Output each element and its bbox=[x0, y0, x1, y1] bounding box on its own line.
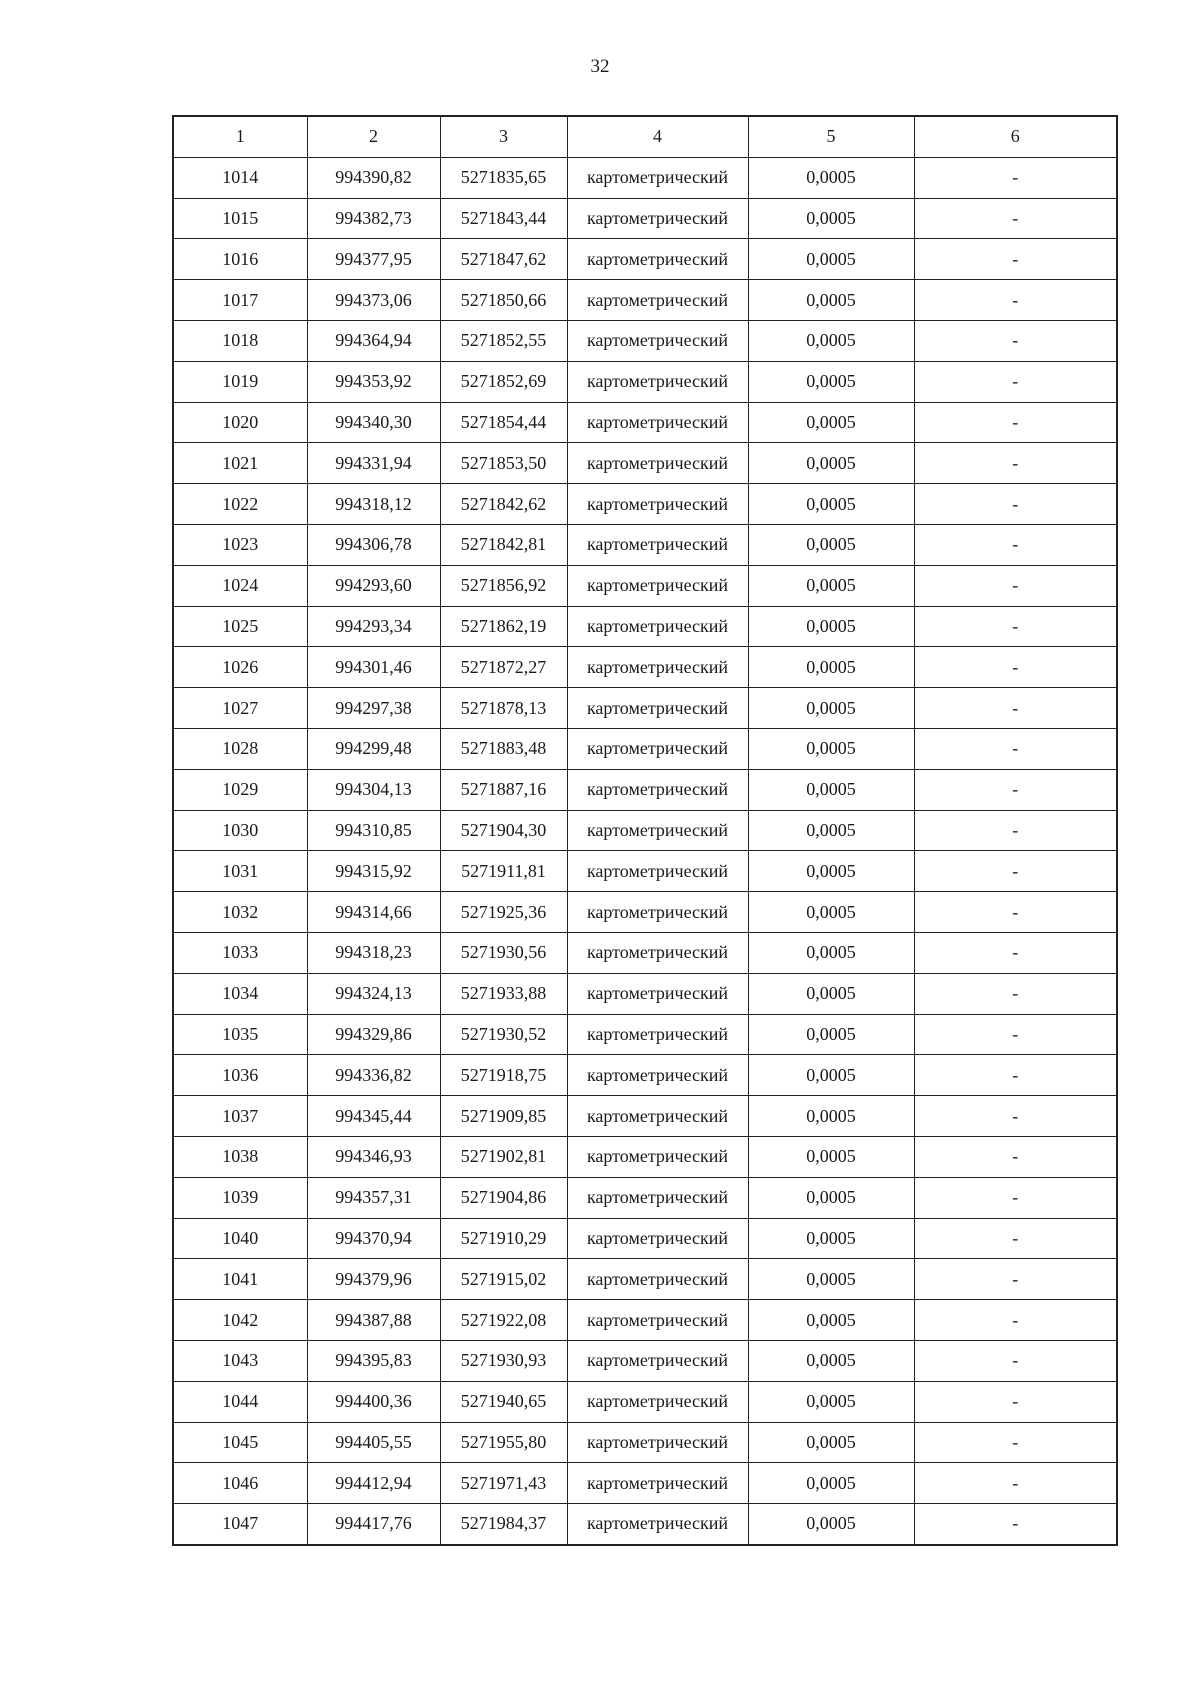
cell-accuracy: 0,0005 bbox=[748, 565, 914, 606]
cell-coordinate-x: 994353,92 bbox=[307, 361, 440, 402]
cell-accuracy: 0,0005 bbox=[748, 1136, 914, 1177]
cell-coordinate-x: 994324,13 bbox=[307, 973, 440, 1014]
cell-coordinate-y: 5271872,27 bbox=[440, 647, 567, 688]
cell-coordinate-x: 994364,94 bbox=[307, 320, 440, 361]
cell-note: - bbox=[914, 1136, 1117, 1177]
cell-coordinate-y: 5271862,19 bbox=[440, 606, 567, 647]
cell-coordinate-y: 5271850,66 bbox=[440, 280, 567, 321]
cell-method: картометрический bbox=[567, 1381, 748, 1422]
table-row bbox=[173, 1463, 1117, 1504]
table-row bbox=[173, 1422, 1117, 1463]
cell-point-number: 1039 bbox=[173, 1177, 307, 1218]
header-cell-4: 4 bbox=[567, 116, 748, 157]
cell-coordinate-x: 994329,86 bbox=[307, 1014, 440, 1055]
cell-note: - bbox=[914, 280, 1117, 321]
cell-accuracy: 0,0005 bbox=[748, 1340, 914, 1381]
cell-note: - bbox=[914, 1014, 1117, 1055]
cell-accuracy: 0,0005 bbox=[748, 524, 914, 565]
cell-note: - bbox=[914, 1504, 1117, 1545]
cell-point-number: 1023 bbox=[173, 524, 307, 565]
table-row bbox=[173, 402, 1117, 443]
cell-method: картометрический bbox=[567, 361, 748, 402]
cell-coordinate-y: 5271918,75 bbox=[440, 1055, 567, 1096]
cell-accuracy: 0,0005 bbox=[748, 932, 914, 973]
table-row bbox=[173, 932, 1117, 973]
cell-coordinate-y: 5271878,13 bbox=[440, 688, 567, 729]
cell-note: - bbox=[914, 647, 1117, 688]
cell-note: - bbox=[914, 851, 1117, 892]
cell-point-number: 1032 bbox=[173, 892, 307, 933]
cell-accuracy: 0,0005 bbox=[748, 647, 914, 688]
cell-coordinate-x: 994315,92 bbox=[307, 851, 440, 892]
table-row bbox=[173, 280, 1117, 321]
cell-method: картометрический bbox=[567, 810, 748, 851]
cell-point-number: 1047 bbox=[173, 1504, 307, 1545]
cell-method: картометрический bbox=[567, 443, 748, 484]
cell-coordinate-x: 994331,94 bbox=[307, 443, 440, 484]
cell-method: картометрический bbox=[567, 280, 748, 321]
cell-note: - bbox=[914, 892, 1117, 933]
cell-accuracy: 0,0005 bbox=[748, 1055, 914, 1096]
table-row bbox=[173, 1340, 1117, 1381]
cell-note: - bbox=[914, 320, 1117, 361]
cell-coordinate-y: 5271922,08 bbox=[440, 1300, 567, 1341]
table-row bbox=[173, 1014, 1117, 1055]
header-cell-1: 1 bbox=[173, 116, 307, 157]
cell-accuracy: 0,0005 bbox=[748, 1300, 914, 1341]
cell-method: картометрический bbox=[567, 565, 748, 606]
cell-method: картометрический bbox=[567, 484, 748, 525]
cell-point-number: 1017 bbox=[173, 280, 307, 321]
cell-coordinate-x: 994417,76 bbox=[307, 1504, 440, 1545]
cell-method: картометрический bbox=[567, 1177, 748, 1218]
table-row bbox=[173, 1259, 1117, 1300]
cell-coordinate-x: 994390,82 bbox=[307, 157, 440, 198]
header-cell-5: 5 bbox=[748, 116, 914, 157]
cell-note: - bbox=[914, 524, 1117, 565]
cell-point-number: 1045 bbox=[173, 1422, 307, 1463]
cell-coordinate-x: 994340,30 bbox=[307, 402, 440, 443]
cell-coordinate-x: 994318,23 bbox=[307, 932, 440, 973]
table-row bbox=[173, 239, 1117, 280]
cell-coordinate-x: 994304,13 bbox=[307, 769, 440, 810]
cell-coordinate-y: 5271883,48 bbox=[440, 728, 567, 769]
cell-point-number: 1030 bbox=[173, 810, 307, 851]
cell-point-number: 1042 bbox=[173, 1300, 307, 1341]
table-row bbox=[173, 769, 1117, 810]
cell-coordinate-y: 5271852,69 bbox=[440, 361, 567, 402]
table-row bbox=[173, 198, 1117, 239]
cell-accuracy: 0,0005 bbox=[748, 606, 914, 647]
cell-coordinate-y: 5271847,62 bbox=[440, 239, 567, 280]
cell-note: - bbox=[914, 402, 1117, 443]
cell-method: картометрический bbox=[567, 157, 748, 198]
cell-accuracy: 0,0005 bbox=[748, 1259, 914, 1300]
table-row bbox=[173, 361, 1117, 402]
cell-coordinate-x: 994379,96 bbox=[307, 1259, 440, 1300]
cell-note: - bbox=[914, 769, 1117, 810]
table-row bbox=[173, 851, 1117, 892]
table-row bbox=[173, 728, 1117, 769]
cell-point-number: 1036 bbox=[173, 1055, 307, 1096]
cell-coordinate-y: 5271843,44 bbox=[440, 198, 567, 239]
cell-point-number: 1040 bbox=[173, 1218, 307, 1259]
cell-accuracy: 0,0005 bbox=[748, 361, 914, 402]
cell-point-number: 1021 bbox=[173, 443, 307, 484]
cell-point-number: 1027 bbox=[173, 688, 307, 729]
table-row bbox=[173, 1096, 1117, 1137]
cell-method: картометрический bbox=[567, 402, 748, 443]
cell-coordinate-x: 994357,31 bbox=[307, 1177, 440, 1218]
cell-coordinate-y: 5271930,56 bbox=[440, 932, 567, 973]
cell-method: картометрический bbox=[567, 1300, 748, 1341]
cell-coordinate-y: 5271887,16 bbox=[440, 769, 567, 810]
cell-method: картометрический bbox=[567, 606, 748, 647]
table-row bbox=[173, 1136, 1117, 1177]
cell-point-number: 1034 bbox=[173, 973, 307, 1014]
cell-method: картометрический bbox=[567, 524, 748, 565]
cell-point-number: 1038 bbox=[173, 1136, 307, 1177]
cell-coordinate-y: 5271853,50 bbox=[440, 443, 567, 484]
cell-coordinate-y: 5271930,93 bbox=[440, 1340, 567, 1381]
cell-point-number: 1035 bbox=[173, 1014, 307, 1055]
cell-accuracy: 0,0005 bbox=[748, 1381, 914, 1422]
cell-coordinate-y: 5271984,37 bbox=[440, 1504, 567, 1545]
cell-method: картометрический bbox=[567, 769, 748, 810]
cell-point-number: 1022 bbox=[173, 484, 307, 525]
cell-point-number: 1028 bbox=[173, 728, 307, 769]
cell-note: - bbox=[914, 973, 1117, 1014]
cell-point-number: 1025 bbox=[173, 606, 307, 647]
cell-coordinate-x: 994310,85 bbox=[307, 810, 440, 851]
cell-point-number: 1024 bbox=[173, 565, 307, 606]
cell-note: - bbox=[914, 361, 1117, 402]
cell-coordinate-x: 994301,46 bbox=[307, 647, 440, 688]
cell-point-number: 1014 bbox=[173, 157, 307, 198]
cell-coordinate-x: 994387,88 bbox=[307, 1300, 440, 1341]
table-row bbox=[173, 524, 1117, 565]
cell-note: - bbox=[914, 1218, 1117, 1259]
cell-method: картометрический bbox=[567, 1340, 748, 1381]
cell-note: - bbox=[914, 1340, 1117, 1381]
cell-accuracy: 0,0005 bbox=[748, 851, 914, 892]
cell-method: картометрический bbox=[567, 1136, 748, 1177]
cell-accuracy: 0,0005 bbox=[748, 769, 914, 810]
cell-method: картометрический bbox=[567, 1014, 748, 1055]
cell-note: - bbox=[914, 1177, 1117, 1218]
cell-coordinate-x: 994314,66 bbox=[307, 892, 440, 933]
cell-method: картометрический bbox=[567, 1463, 748, 1504]
cell-coordinate-y: 5271904,30 bbox=[440, 810, 567, 851]
table-row bbox=[173, 484, 1117, 525]
table-row bbox=[173, 688, 1117, 729]
cell-coordinate-y: 5271842,81 bbox=[440, 524, 567, 565]
header-cell-3: 3 bbox=[440, 116, 567, 157]
cell-accuracy: 0,0005 bbox=[748, 1096, 914, 1137]
cell-accuracy: 0,0005 bbox=[748, 892, 914, 933]
cell-accuracy: 0,0005 bbox=[748, 239, 914, 280]
cell-point-number: 1020 bbox=[173, 402, 307, 443]
cell-accuracy: 0,0005 bbox=[748, 320, 914, 361]
cell-accuracy: 0,0005 bbox=[748, 198, 914, 239]
cell-method: картометрический bbox=[567, 1504, 748, 1545]
table-header bbox=[173, 116, 1117, 157]
table-row bbox=[173, 647, 1117, 688]
cell-method: картометрический bbox=[567, 932, 748, 973]
table-row bbox=[173, 892, 1117, 933]
cell-method: картометрический bbox=[567, 1259, 748, 1300]
cell-note: - bbox=[914, 728, 1117, 769]
cell-accuracy: 0,0005 bbox=[748, 973, 914, 1014]
cell-point-number: 1026 bbox=[173, 647, 307, 688]
cell-coordinate-x: 994297,38 bbox=[307, 688, 440, 729]
cell-coordinate-x: 994293,34 bbox=[307, 606, 440, 647]
cell-note: - bbox=[914, 1300, 1117, 1341]
table-row bbox=[173, 443, 1117, 484]
cell-coordinate-y: 5271904,86 bbox=[440, 1177, 567, 1218]
cell-note: - bbox=[914, 198, 1117, 239]
table-body bbox=[173, 157, 1117, 1545]
cell-coordinate-x: 994370,94 bbox=[307, 1218, 440, 1259]
cell-accuracy: 0,0005 bbox=[748, 810, 914, 851]
cell-coordinate-x: 994400,36 bbox=[307, 1381, 440, 1422]
table-row bbox=[173, 606, 1117, 647]
cell-coordinate-x: 994395,83 bbox=[307, 1340, 440, 1381]
cell-note: - bbox=[914, 1422, 1117, 1463]
cell-point-number: 1031 bbox=[173, 851, 307, 892]
cell-note: - bbox=[914, 484, 1117, 525]
cell-note: - bbox=[914, 1259, 1117, 1300]
cell-point-number: 1016 bbox=[173, 239, 307, 280]
page-number: 32 bbox=[590, 56, 610, 77]
cell-coordinate-y: 5271910,29 bbox=[440, 1218, 567, 1259]
cell-coordinate-x: 994412,94 bbox=[307, 1463, 440, 1504]
cell-coordinate-x: 994346,93 bbox=[307, 1136, 440, 1177]
header-row bbox=[173, 116, 1117, 157]
cell-accuracy: 0,0005 bbox=[748, 484, 914, 525]
cell-method: картометрический bbox=[567, 320, 748, 361]
cell-coordinate-y: 5271842,62 bbox=[440, 484, 567, 525]
table-row bbox=[173, 1300, 1117, 1341]
cell-coordinate-y: 5271971,43 bbox=[440, 1463, 567, 1504]
table-row bbox=[173, 1218, 1117, 1259]
cell-coordinate-y: 5271902,81 bbox=[440, 1136, 567, 1177]
cell-method: картометрический bbox=[567, 688, 748, 729]
cell-note: - bbox=[914, 1055, 1117, 1096]
cell-note: - bbox=[914, 688, 1117, 729]
cell-note: - bbox=[914, 239, 1117, 280]
cell-coordinate-x: 994318,12 bbox=[307, 484, 440, 525]
cell-coordinate-x: 994377,95 bbox=[307, 239, 440, 280]
cell-accuracy: 0,0005 bbox=[748, 1422, 914, 1463]
cell-coordinate-x: 994306,78 bbox=[307, 524, 440, 565]
cell-coordinate-y: 5271856,92 bbox=[440, 565, 567, 606]
cell-coordinate-y: 5271925,36 bbox=[440, 892, 567, 933]
cell-point-number: 1029 bbox=[173, 769, 307, 810]
header-cell-6: 6 bbox=[914, 116, 1117, 157]
cell-point-number: 1018 bbox=[173, 320, 307, 361]
cell-accuracy: 0,0005 bbox=[748, 1014, 914, 1055]
cell-accuracy: 0,0005 bbox=[748, 280, 914, 321]
cell-coordinate-y: 5271930,52 bbox=[440, 1014, 567, 1055]
cell-note: - bbox=[914, 810, 1117, 851]
table-row bbox=[173, 810, 1117, 851]
cell-method: картометрический bbox=[567, 239, 748, 280]
cell-note: - bbox=[914, 565, 1117, 606]
cell-point-number: 1037 bbox=[173, 1096, 307, 1137]
cell-coordinate-x: 994382,73 bbox=[307, 198, 440, 239]
cell-coordinate-x: 994299,48 bbox=[307, 728, 440, 769]
cell-coordinate-x: 994405,55 bbox=[307, 1422, 440, 1463]
header-cell-2: 2 bbox=[307, 116, 440, 157]
cell-method: картометрический bbox=[567, 1218, 748, 1259]
cell-method: картометрический bbox=[567, 198, 748, 239]
cell-method: картометрический bbox=[567, 647, 748, 688]
cell-coordinate-y: 5271909,85 bbox=[440, 1096, 567, 1137]
table-row bbox=[173, 973, 1117, 1014]
cell-coordinate-x: 994336,82 bbox=[307, 1055, 440, 1096]
cell-point-number: 1019 bbox=[173, 361, 307, 402]
cell-coordinate-x: 994373,06 bbox=[307, 280, 440, 321]
cell-point-number: 1041 bbox=[173, 1259, 307, 1300]
cell-coordinate-y: 5271911,81 bbox=[440, 851, 567, 892]
cell-note: - bbox=[914, 443, 1117, 484]
cell-method: картометрический bbox=[567, 851, 748, 892]
cell-note: - bbox=[914, 1463, 1117, 1504]
table-row bbox=[173, 1504, 1117, 1545]
cell-coordinate-y: 5271940,65 bbox=[440, 1381, 567, 1422]
cell-accuracy: 0,0005 bbox=[748, 1218, 914, 1259]
cell-coordinate-y: 5271854,44 bbox=[440, 402, 567, 443]
cell-note: - bbox=[914, 932, 1117, 973]
table-row bbox=[173, 1381, 1117, 1422]
cell-coordinate-x: 994293,60 bbox=[307, 565, 440, 606]
cell-point-number: 1043 bbox=[173, 1340, 307, 1381]
cell-method: картометрический bbox=[567, 892, 748, 933]
cell-note: - bbox=[914, 606, 1117, 647]
cell-note: - bbox=[914, 157, 1117, 198]
cell-method: картометрический bbox=[567, 1055, 748, 1096]
cell-point-number: 1046 bbox=[173, 1463, 307, 1504]
table-row bbox=[173, 1177, 1117, 1218]
cell-coordinate-x: 994345,44 bbox=[307, 1096, 440, 1137]
cell-coordinate-y: 5271933,88 bbox=[440, 973, 567, 1014]
cell-point-number: 1015 bbox=[173, 198, 307, 239]
table-row bbox=[173, 320, 1117, 361]
cell-coordinate-y: 5271955,80 bbox=[440, 1422, 567, 1463]
table-row bbox=[173, 565, 1117, 606]
cell-point-number: 1044 bbox=[173, 1381, 307, 1422]
cell-method: картометрический bbox=[567, 728, 748, 769]
cell-method: картометрический bbox=[567, 973, 748, 1014]
cell-accuracy: 0,0005 bbox=[748, 443, 914, 484]
cell-coordinate-y: 5271852,55 bbox=[440, 320, 567, 361]
cell-accuracy: 0,0005 bbox=[748, 402, 914, 443]
cell-coordinate-y: 5271915,02 bbox=[440, 1259, 567, 1300]
cell-accuracy: 0,0005 bbox=[748, 688, 914, 729]
cell-note: - bbox=[914, 1096, 1117, 1137]
cell-accuracy: 0,0005 bbox=[748, 157, 914, 198]
cell-accuracy: 0,0005 bbox=[748, 728, 914, 769]
cell-accuracy: 0,0005 bbox=[748, 1504, 914, 1545]
table-row bbox=[173, 157, 1117, 198]
cell-method: картометрический bbox=[567, 1422, 748, 1463]
cell-point-number: 1033 bbox=[173, 932, 307, 973]
cell-note: - bbox=[914, 1381, 1117, 1422]
coordinates-table bbox=[172, 115, 1118, 1546]
cell-accuracy: 0,0005 bbox=[748, 1177, 914, 1218]
cell-coordinate-y: 5271835,65 bbox=[440, 157, 567, 198]
table-row bbox=[173, 1055, 1117, 1096]
cell-method: картометрический bbox=[567, 1096, 748, 1137]
cell-accuracy: 0,0005 bbox=[748, 1463, 914, 1504]
